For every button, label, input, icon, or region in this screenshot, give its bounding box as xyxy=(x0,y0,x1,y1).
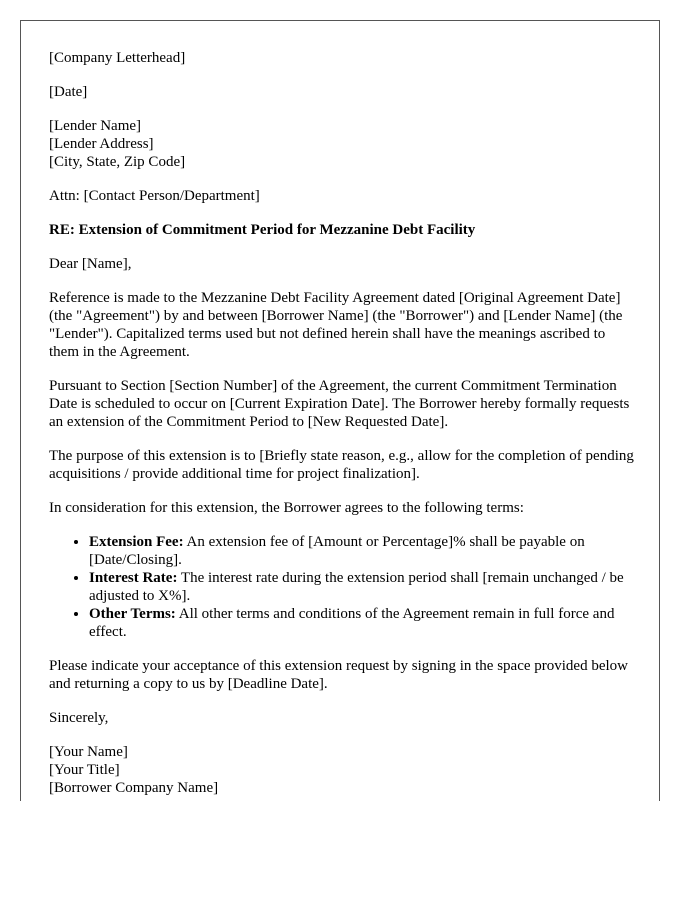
recipient-city-state-zip: [City, State, Zip Code] xyxy=(49,154,186,170)
recipient-name: [Lender Name] xyxy=(49,118,142,134)
paragraph-acceptance: Please indicate your acceptance of this extension request by signing in the space provided below and returning a copy to us by [Deadline Date]. xyxy=(49,658,628,692)
salutation: Dear [Name], xyxy=(49,256,132,272)
signature-title: [Your Title] xyxy=(49,762,120,778)
paragraph-purpose: The purpose of this extension is to [Briefly state reason, e.g., allow for the completion of pending acquisitions / provide additional time for project finalization]. xyxy=(49,448,634,482)
terms-list xyxy=(49,533,635,641)
term-label: Extension Fee: xyxy=(89,534,184,550)
letter-page xyxy=(20,20,660,801)
term-item-interest-rate xyxy=(89,569,635,605)
paragraph-reference: Reference is made to the Mezzanine Debt Facility Agreement dated [Original Agreement Date] (the "Agreement") by and between [Borrower Name] (the "Borrower") and [Lender Name] (the "Lender"). Capitalized terms used but not defined herein shall have the meanings ascribed to them in the Agreement. xyxy=(49,290,623,360)
signature-block xyxy=(49,743,635,797)
recipient-block xyxy=(49,117,635,171)
paragraph-request: Pursuant to Section [Section Number] of the Agreement, the current Commitment Termination Date is scheduled to occur on [Current Expiration Date]. The Borrower hereby formally requests an extension of the Commitment Period to [New Requested Date]. xyxy=(49,378,630,430)
signoff: Sincerely, xyxy=(49,710,109,726)
term-item-extension-fee xyxy=(89,533,635,569)
attention-line: Attn: [Contact Person/Department] xyxy=(49,188,260,204)
paragraph-consideration: In consideration for this extension, the Borrower agrees to the following terms: xyxy=(49,500,524,516)
letter-date: [Date] xyxy=(49,84,88,100)
term-text: The interest rate during the extension period shall [remain unchanged / be adjusted to X%]. xyxy=(89,570,624,604)
term-label: Interest Rate: xyxy=(89,570,178,586)
subject-line: RE: Extension of Commitment Period for Mezzanine Debt Facility xyxy=(49,222,476,238)
recipient-address: [Lender Address] xyxy=(49,136,154,152)
term-label: Other Terms: xyxy=(89,606,176,622)
term-text: All other terms and conditions of the Agreement remain in full force and effect. xyxy=(89,606,615,640)
company-letterhead: [Company Letterhead] xyxy=(49,50,186,66)
term-text: An extension fee of [Amount or Percentage]% shall be payable on [Date/Closing]. xyxy=(89,534,585,568)
signature-name: [Your Name] xyxy=(49,744,128,760)
term-item-other-terms xyxy=(89,605,635,641)
signature-company: [Borrower Company Name] xyxy=(49,780,219,796)
letter-body xyxy=(49,49,635,801)
